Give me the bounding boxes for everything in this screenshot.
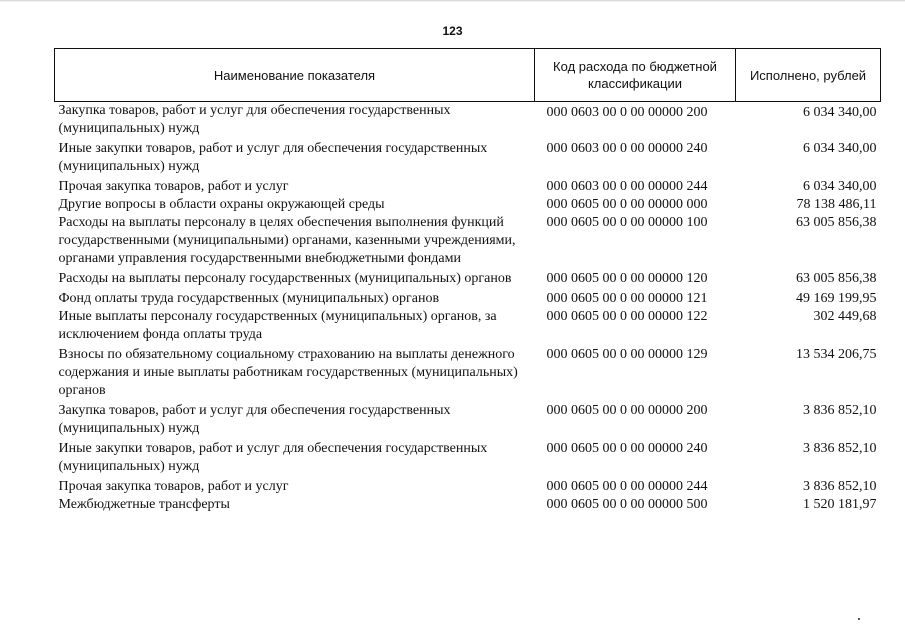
scan-edge	[0, 0, 905, 2]
row-amount: 63 005 856,38	[796, 271, 877, 286]
scan-speck	[858, 618, 860, 620]
row-amount: 3 836 852,10	[803, 479, 877, 494]
row-name: Прочая закупка товаров, работ и услуг	[58, 479, 289, 494]
row-amount: 6 034 340,00	[803, 105, 877, 120]
row-amount: 6 034 340,00	[803, 141, 877, 156]
row-amount: 13 534 206,75	[796, 347, 877, 362]
table-row	[55, 214, 881, 270]
row-code: 000 0605 00 0 00 00000 500	[546, 497, 708, 512]
row-code: 000 0605 00 0 00 00000 000	[546, 197, 708, 212]
row-name: Прочая закупка товаров, работ и услуг	[58, 179, 289, 194]
table-row	[55, 270, 881, 290]
table-row	[55, 102, 881, 141]
header-indicator-name: Наименование показателя	[55, 49, 535, 102]
row-name: Взносы по обязательному социальному страхованию на выплаты денежного содержания и иные выплаты работникам государственных (муниципальных) органов	[58, 347, 518, 398]
row-amount: 49 169 199,95	[796, 291, 877, 306]
row-name: Фонд оплаты труда государственных (муниципальных) органов	[58, 291, 440, 306]
table-row	[55, 478, 881, 496]
row-name: Расходы на выплаты персоналу государственных (муниципальных) органов	[58, 271, 512, 286]
table-row	[55, 196, 881, 214]
row-code: 000 0603 00 0 00 00000 240	[546, 141, 708, 156]
table-row	[55, 346, 881, 402]
row-amount: 3 836 852,10	[803, 403, 877, 418]
row-code: 000 0605 00 0 00 00000 244	[546, 479, 708, 494]
row-code: 000 0605 00 0 00 00000 200	[546, 403, 708, 418]
row-code: 000 0603 00 0 00 00000 244	[546, 179, 708, 194]
row-name: Иные закупки товаров, работ и услуг для обеспечения государственных (муниципальных) нужд	[58, 441, 488, 474]
row-name: Расходы на выплаты персоналу в целях обеспечения выполнения функций государственными (муниципальными) органами, казенными учреждениями, органами управления государственными внебюджетными фондами	[58, 215, 516, 266]
table-row	[55, 140, 881, 178]
row-amount: 63 005 856,38	[796, 215, 877, 230]
row-name: Закупка товаров, работ и услуг для обеспечения государственных (муниципальных) нужд	[58, 403, 451, 436]
table-row	[55, 308, 881, 346]
row-name: Иные закупки товаров, работ и услуг для обеспечения государственных (муниципальных) нужд	[58, 141, 488, 174]
table-row	[55, 496, 881, 514]
row-name: Закупка товаров, работ и услуг для обеспечения государственных (муниципальных) нужд	[58, 103, 451, 136]
expenditure-table	[54, 48, 881, 514]
row-code: 000 0603 00 0 00 00000 200	[546, 105, 708, 120]
row-name: Межбюджетные трансферты	[58, 497, 230, 512]
page-number: 123	[442, 24, 463, 38]
row-name: Иные выплаты персоналу государственных (муниципальных) органов, за исключением фонда оплаты труда	[58, 309, 497, 342]
table-row	[55, 290, 881, 308]
table-row	[55, 402, 881, 440]
row-amount: 302 449,68	[813, 309, 877, 324]
table-row	[55, 440, 881, 478]
row-code: 000 0605 00 0 00 00000 120	[546, 271, 708, 286]
row-amount: 78 138 486,11	[796, 197, 877, 212]
table-header-row	[55, 49, 881, 102]
row-amount: 6 034 340,00	[803, 179, 877, 194]
row-name: Другие вопросы в области охраны окружающей среды	[58, 197, 385, 212]
header-executed-amount: Исполнено, рублей	[736, 49, 881, 102]
row-code: 000 0605 00 0 00 00000 240	[546, 441, 708, 456]
row-code: 000 0605 00 0 00 00000 121	[546, 291, 708, 306]
row-amount: 1 520 181,97	[803, 497, 877, 512]
row-code: 000 0605 00 0 00 00000 122	[546, 309, 708, 324]
header-budget-code: Код расхода по бюджетной классификации	[535, 49, 736, 102]
row-code: 000 0605 00 0 00 00000 129	[546, 347, 708, 362]
row-code: 000 0605 00 0 00 00000 100	[546, 215, 708, 230]
table-row	[55, 178, 881, 196]
row-amount: 3 836 852,10	[803, 441, 877, 456]
